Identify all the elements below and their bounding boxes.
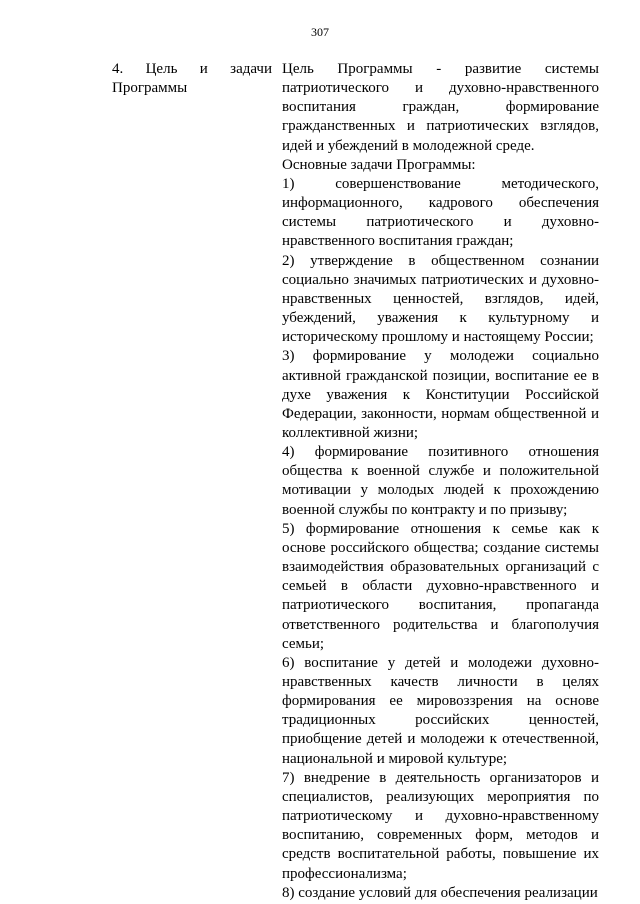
row-label-line-2: Программы xyxy=(112,80,188,96)
row-number: 4. xyxy=(112,61,124,77)
task-item-6: 6) воспитание у детей и молодежи духовно-нравственных качеств личности в целях формирования ее мировоззрения на основе традиционных российских ценностей, приобщение детей и молодежи к отечественной, национальной и мировой культуре; xyxy=(282,654,599,767)
task-item-3: 3) формирование у молодежи социально активной гражданской позиции, воспитание ее в духе уважения к Конституции Российской Федерации, законности, нормам общественной и коллективной жизни; xyxy=(282,348,599,441)
task-item-1: 1) совершенствование методического, информационного, кадрового обеспечения системы патриотического и духовно-нравственного воспитания граждан; xyxy=(282,175,599,250)
row-label-line-1 xyxy=(112,60,272,79)
row-label-word: задачи xyxy=(230,61,272,77)
row-label-word: Цель xyxy=(145,61,178,77)
task-item-4: 4) формирование позитивного отношения общества к военной службе и положительной мотивации у молодых людей к прохождению военной службы по контракту и по призыву; xyxy=(282,444,599,518)
task-item-5: 5) формирование отношения к семье как к основе российского общества; создание системы взаимодействия образовательных организаций с семьей в области духовно-нравственного и патриотического воспитания, пропаганда ответственного родительства и благополучия семьи; xyxy=(282,520,599,652)
task-item-8: 8) создание условий для обеспечения реализации xyxy=(282,884,598,901)
task-item-7: 7) внедрение в деятельность организаторов и специалистов, реализующих мероприятия по патриотическому и духовно-нравственному воспитанию, современных форм, методов и средств воспитательной работы, повышение их профессионализма; xyxy=(282,769,599,882)
row-content-cell xyxy=(282,60,599,903)
goal-paragraph: Цель Программы - развитие системы патриотического и духовно-нравственного воспитания граждан, формирование гражданственных и патриотических взглядов, идей и убеждений в молодежной среде. xyxy=(282,61,599,154)
row-label-cell xyxy=(112,60,272,98)
row-label-word: и xyxy=(199,61,208,77)
task-item-2: 2) утверждение в общественном сознании социально значимых патриотических и духовно-нравственных ценностей, взглядов, идей, убеждений, уважения к культурному и историческому прошлому и настоящему России; xyxy=(282,252,599,346)
page-number: 307 xyxy=(311,25,329,39)
tasks-heading: Основные задачи Программы: xyxy=(282,156,476,173)
